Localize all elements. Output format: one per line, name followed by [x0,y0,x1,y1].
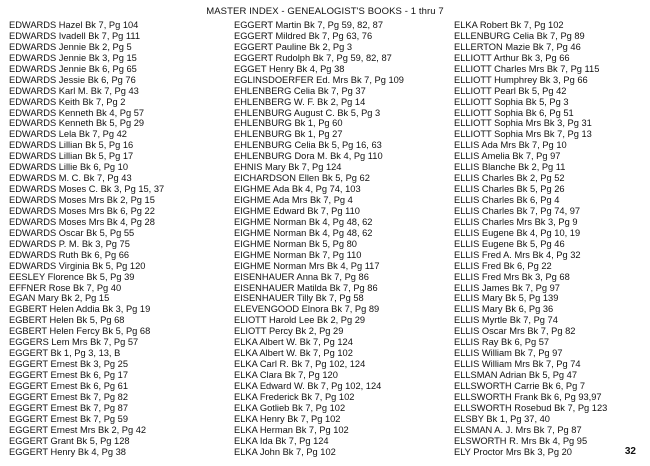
index-entry: EGGERT Bk 1, Pg 3, 13, B [9,348,121,359]
index-entry: ELKA Robert Bk 7, Pg 102 [454,20,564,30]
index-entry: EGGERT Ernest Bk 7, Pg 59 [9,413,129,424]
index-entry: EISENHAUER Anna Bk 7, Pg 86 [234,271,369,282]
index-entry: ELLIS William Bk 7, Pg 97 [454,348,563,359]
index-entry: ELLIS Myrtle Bk 7, Pg 74 [454,315,558,326]
index-entry: EGGERT Ernest Bk 7, Pg 82 [9,391,129,402]
index-entry: EHLENBURG Bk 1, Pg 27 [234,129,343,140]
index-entry: ELKA Gotlieb Bk 7, Pg 102 [234,402,346,413]
index-entry: EIGHME Norman Bk 4, Pg 48, 62 [234,216,373,227]
index-entry: EDWARDS Keith Bk 7, Pg 2 [9,96,126,107]
index-entry: ELKA Edward W. Bk 7, Pg 102, 124 [234,380,382,391]
index-entry: ELLSMAN Adrian Bk 5, Pg 47 [454,370,577,380]
index-entry: ELLIS Fred A. Mrs Bk 4, Pg 32 [454,249,581,260]
index-entry: ELLSWORTH Rosebud Bk 7, Pg 123 [454,402,608,413]
index-entry: EDWARDS Lillie Bk 6, Pg 10 [9,162,129,173]
index-entry: EIGHME Norman Bk 4, Pg 48, 62 [234,227,373,238]
index-entry: EGGERT Ernest Mrs Bk 2, Pg 42 [9,424,147,435]
index-entry: EIGHME Ada Bk 4, Pg 74, 103 [234,184,361,195]
index-entry: EISENHAUER Tilly Bk 7, Pg 58 [234,293,364,304]
index-entry: ELKA Albert W. Bk 7, Pg 102 [234,348,353,359]
index-entry: ELLSWORTH Frank Bk 6, Pg 93,97 [454,391,602,402]
index-entry: EDWARDS Oscar Bk 5, Pg 55 [9,227,135,238]
index-entry: ELLIOTT Sophia Bk 5, Pg 3 [454,96,569,107]
index-entry: EGGERT Rudolph Bk 7, Pg 59, 82, 87 [234,52,392,63]
index-entry: ELY Proctor Mrs Bk 3, Pg 20 [454,446,572,457]
index-entry: EDWARDS Virginia Bk 5, Pg 120 [9,260,146,271]
index-entry: EDWARDS Ivadell Bk 7, Pg 111 [9,30,141,41]
index-entry: ELKA Carl R. Bk 7, Pg 102, 124 [234,359,366,370]
index-entry: EDWARDS Lillian Bk 5, Pg 16 [9,140,134,151]
index-entry: ELLIOTT Sophia Mrs Bk 7, Pg 13 [454,129,592,140]
index-entry: EDWARDS Lillian Bk 5, Pg 17 [9,151,134,162]
index-entry: EFFNER Rose Bk 7, Pg 40 [9,282,122,293]
index-entry: EESLEY Florence Bk 5, Pg 39 [9,271,135,282]
index-entry: EICHARDSON Ellen Bk 5, Pg 62 [234,173,370,184]
index-entry: ELLIS Charles Mrs Bk 3, Pg 9 [454,216,578,227]
index-entry: EDWARDS Moses Mrs Bk 4, Pg 28 [9,216,155,227]
index-entry: EDWARDS Jennie Bk 2, Pg 5 [9,41,132,52]
index-entry: ELSMAN A. J. Mrs Bk 7, Pg 87 [454,424,582,435]
index-entry: EGGERT Ernest Bk 6, Pg 61 [9,380,129,391]
index-entry: EDWARDS Moses C. Bk 3, Pg 15, 37 [9,184,165,195]
index-entry: EIGHME Norman Bk 7, Pg 110 [234,249,362,260]
index-entry: EIGHME Norman Bk 5, Pg 80 [234,238,357,249]
index-entry: EHLENBURG Celia Bk 5, Pg 16, 63 [234,140,382,151]
index-entry: ELLIOTT Arthur Bk 3, Pg 66 [454,52,570,63]
index-entry: ELLIS Ada Mrs Bk 7, Pg 10 [454,140,567,151]
index-entry: ELLSWORTH Carrie Bk 6, Pg 7 [454,380,586,391]
index-entry: EGGERT Martin Bk 7, Pg 59, 82, 87 [234,20,383,30]
index-entry: ELLIOTT Charles Mrs Bk 7, Pg 115 [454,63,600,74]
index-entry: ELLIS Ray Bk 6, Pg 57 [454,337,550,348]
index-entry: EGBERT Helen Bk 5, Pg 68 [9,315,125,326]
index-entry: ELEVENGOOD Elnora Bk 7, Pg 89 [234,304,380,315]
index-entry: ELLIOTT Sophia Mrs Bk 3, Pg 31 [454,118,592,129]
index-entry: EHLENBURG August C. Bk 5, Pg 3 [234,107,381,118]
index-entry: ELKA Albert W. Bk 7, Pg 124 [234,337,353,348]
index-entry: EDWARDS Lela Bk 7, Pg 42 [9,129,127,140]
index-column-2 [234,20,444,458]
index-entry: ELLIS Mary Bk 6, Pg 36 [454,304,554,315]
index-entry: ELLIS Charles Bk 5, Pg 26 [454,184,565,195]
index-entry: ELKA Henry Bk 7, Pg 102 [234,413,341,424]
index-entry: EGGERT Henry Bk 4, Pg 38 [9,446,126,457]
index-entry: ELKA John Bk 7, Pg 102 [234,446,336,457]
index-entry: ELLIS Blanche Bk 2, Pg 11 [454,162,566,173]
index-entry: EHLENBURG Dora M. Bk 4, Pg 110 [234,151,383,162]
index-entry: EGLINSDOERFER Ed. Mrs Bk 7, Pg 109 [234,74,404,85]
index-entry: EGGERT Pauline Bk 2, Pg 3 [234,41,352,52]
index-entry: EGGERT Ernest Bk 7, Pg 87 [9,402,129,413]
index-entry: ELLIS Fred Mrs Bk 3, Pg 68 [454,271,570,282]
index-entry: ELKA Frederick Bk 7, Pg 102 [234,391,355,402]
index-entry: EDWARDS Karl M. Bk 7, Pg 43 [9,85,139,96]
index-entry: EDWARDS Jennie Bk 6, Pg 65 [9,63,137,74]
index-entry: ELLENBURG Celia Bk 7, Pg 89 [454,30,585,41]
index-entry: ELKA Clara Bk 7, Pg 120 [234,370,338,380]
index-entry: ELIOTT Harold Lee Bk 2, Pg 29 [234,315,366,326]
index-entry: ELIOTT Percy Bk 2, Pg 29 [234,326,344,337]
index-entry: EIGHME Edward Bk 7, Pg 110 [234,205,360,216]
index-entry: EHLENBERG Celia Bk 7, Pg 37 [234,85,366,96]
index-entry: ELLIS Oscar Mrs Bk 7, Pg 82 [454,326,576,337]
index-entry: ELLIS Eugene Bk 5, Pg 46 [454,238,565,249]
index-entry: EGGERS Lem Mrs Bk 7, Pg 57 [9,337,139,348]
index-entry: ELLIS James Bk 7, Pg 97 [454,282,560,293]
index-entry: EGAN Mary Bk 2, Pg 15 [9,293,110,304]
index-entry: ELLERTON Mazie Bk 7, Pg 46 [454,41,581,52]
index-entry: EGGERT Ernest Bk 3, Pg 25 [9,359,129,370]
index-entry: EIGHME Norman Mrs Bk 4, Pg 117 [234,260,380,271]
index-entry: EDWARDS P. M. Bk 3, Pg 75 [9,238,130,249]
index-entry: EDWARDS Jennie Bk 3, Pg 15 [9,52,137,63]
index-entry: EISENHAUER Matilda Bk 7, Pg 86 [234,282,378,293]
index-entry: EDWARDS M. C. Bk 7, Pg 43 [9,173,132,184]
page-title: MASTER INDEX - GENEALOGIST'S BOOKS - 1 thru 7 [206,6,444,17]
index-entry: EGBERT Helen Addia Bk 3, Pg 19 [9,304,151,315]
index-entry: EDWARDS Moses Mrs Bk 2, Pg 15 [9,195,155,205]
index-entry: ELLIOTT Humphrey Bk 3, Pg 66 [454,74,588,85]
index-entry: EDWARDS Hazel Bk 7, Pg 104 [9,20,139,30]
index-column-1 [9,20,219,458]
index-entry: ELLIS William Mrs Bk 7, Pg 74 [454,359,581,370]
index-entry: ELLIS Fred Bk 6, Pg 22 [454,260,552,271]
index-entry: EDWARDS Kenneth Bk 4, Pg 57 [9,107,145,118]
index-entry: ELLIS Charles Bk 6, Pg 4 [454,195,560,205]
index-entry: EHLENBURG Bk 1, Pg 60 [234,118,343,129]
index-entry: EGGET Henry Bk 4, Pg 38 [234,63,345,74]
index-entry: EDWARDS Ruth Bk 6, Pg 66 [9,249,130,260]
index-entry: EGGERT Mildred Bk 7, Pg 63, 76 [234,30,373,41]
index-entry: ELKA Herman Bk 7, Pg 102 [234,424,349,435]
index-entry: ELLIS Eugene Bk 4, Pg 10, 19 [454,227,581,238]
index-entry: EGGERT Ernest Bk 6, Pg 17 [9,370,129,380]
index-entry: EHNIS Mary Bk 7, Pg 124 [234,162,342,173]
index-entry: ELLIOTT Sophia Bk 6, Pg 51 [454,107,574,118]
index-entry: ELLIS Charles Bk 7, Pg 74, 97 [454,205,581,216]
index-entry: ELSBY Bk 1, Pg 37, 40 [454,413,550,424]
page-number: 32 [624,446,636,457]
index-entry: ELKA Ida Bk 7, Pg 124 [234,435,329,446]
index-entry: EDWARDS Jessie Bk 6, Pg 76 [9,74,136,85]
index-entry: EDWARDS Kenneth Bk 5, Pg 29 [9,118,145,129]
index-entry: EDWARDS Moses Mrs Bk 6, Pg 22 [9,205,155,216]
index-entry: ELLIS Mary Bk 5, Pg 139 [454,293,559,304]
index-entry: EIGHME Ada Mrs Bk 7, Pg 4 [234,195,353,205]
index-column-3 [454,20,646,458]
index-entry: ELSWORTH R. Mrs Bk 4, Pg 95 [454,435,588,446]
index-entry: ELLIS Charles Bk 2, Pg 52 [454,173,565,184]
index-entry: EGGERT Grant Bk 5, Pg 128 [9,435,130,446]
index-entry: EGBERT Helen Fercy Bk 5, Pg 68 [9,326,151,337]
index-entry: EHLENBERG W. F. Bk 2, Pg 14 [234,96,366,107]
index-entry: ELLIS Amelia Bk 7, Pg 97 [454,151,561,162]
index-entry: ELLIOTT Pearl Bk 5, Pg 42 [454,85,567,96]
